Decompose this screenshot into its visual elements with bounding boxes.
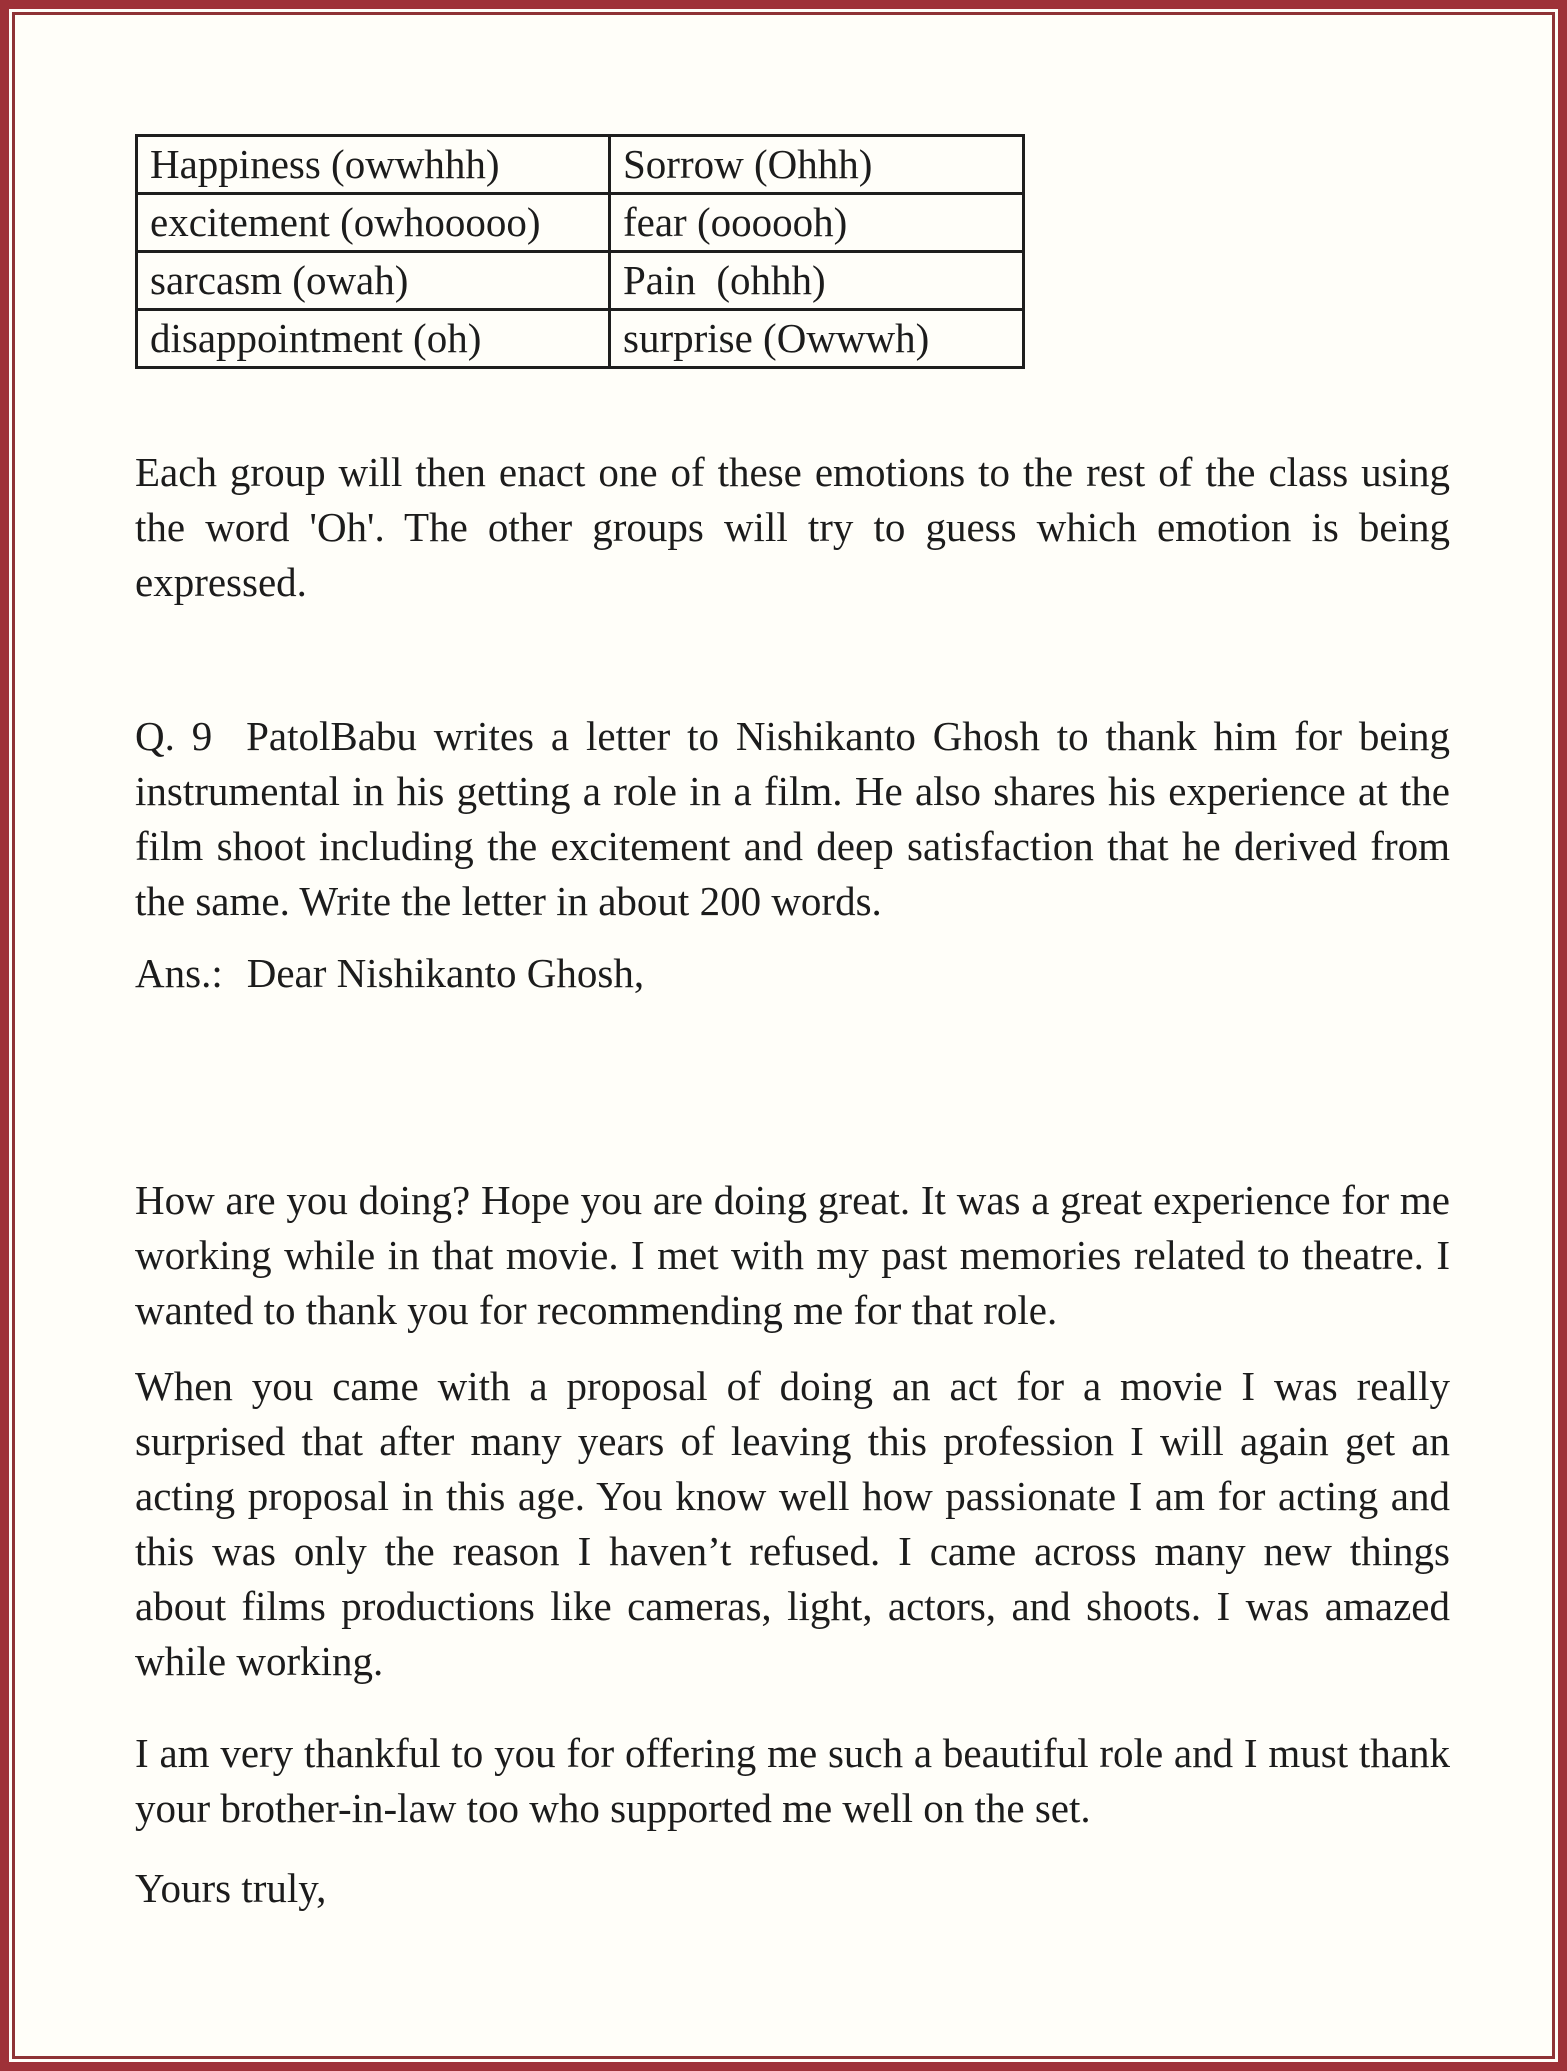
salutation: Dear Nishikanto Ghosh, — [246, 950, 645, 996]
letter-paragraph-2: When you came with a proposal of doing an act for a movie I was really surprised that after many years of leaving this profession I will again get an acting proposal in this age. You know well how passionate I am for acting and this was only the reason I haven’t refused. I came across many new things about films productions like cameras, light, actors, and shoots. I was amazed while working. — [135, 1363, 1450, 1684]
table-row — [137, 252, 1024, 310]
table-cell: surprise (Owwwh) — [610, 310, 1024, 368]
letter-paragraph-3: I am very thankful to you for offering me such a beautiful role and I must thank your brother-in-law too who supported me well on the set. — [135, 1730, 1450, 1831]
table-cell: excitement (owhooooo) — [137, 194, 610, 252]
activity-paragraph: Each group will then enact one of these emotions to the rest of the class using the word 'Oh'. The other groups will try to guess which emotion is being expressed. — [135, 449, 1450, 605]
table-cell: fear (oooooh) — [610, 194, 1024, 252]
table-cell: Pain (ohhh) — [610, 252, 1024, 310]
table-cell: Happiness (owwhhh) — [137, 136, 610, 194]
page-inner-border — [12, 12, 1555, 2059]
answer-label: Ans.: — [135, 950, 223, 996]
letter-paragraph-1: How are you doing? Hope you are doing great. It was a great experience for me working while in that movie. I met with my past memories related to theatre. I wanted to thank you for recommending me for that role. — [135, 1177, 1450, 1333]
table-cell: sarcasm (owah) — [137, 252, 610, 310]
table-cell: disappointment (oh) — [137, 310, 610, 368]
emotion-table — [135, 134, 1025, 369]
emotion-table-body — [137, 136, 1024, 368]
table-row — [137, 310, 1024, 368]
letter-closing: Yours truly, — [135, 1865, 327, 1911]
page-content — [15, 15, 1552, 1916]
table-row — [137, 136, 1024, 194]
table-cell: Sorrow (Ohhh) — [610, 136, 1024, 194]
question-paragraph: Q. 9 PatolBabu writes a letter to Nishikanto Ghosh to thank him for being instrumental in his getting a role in a film. He also shares his experience at the film shoot including the excitement and deep satisfaction that he derived from the same. Write the letter in about 200 words. — [135, 713, 1450, 924]
answer-line — [135, 946, 1450, 1001]
table-row — [137, 194, 1024, 252]
